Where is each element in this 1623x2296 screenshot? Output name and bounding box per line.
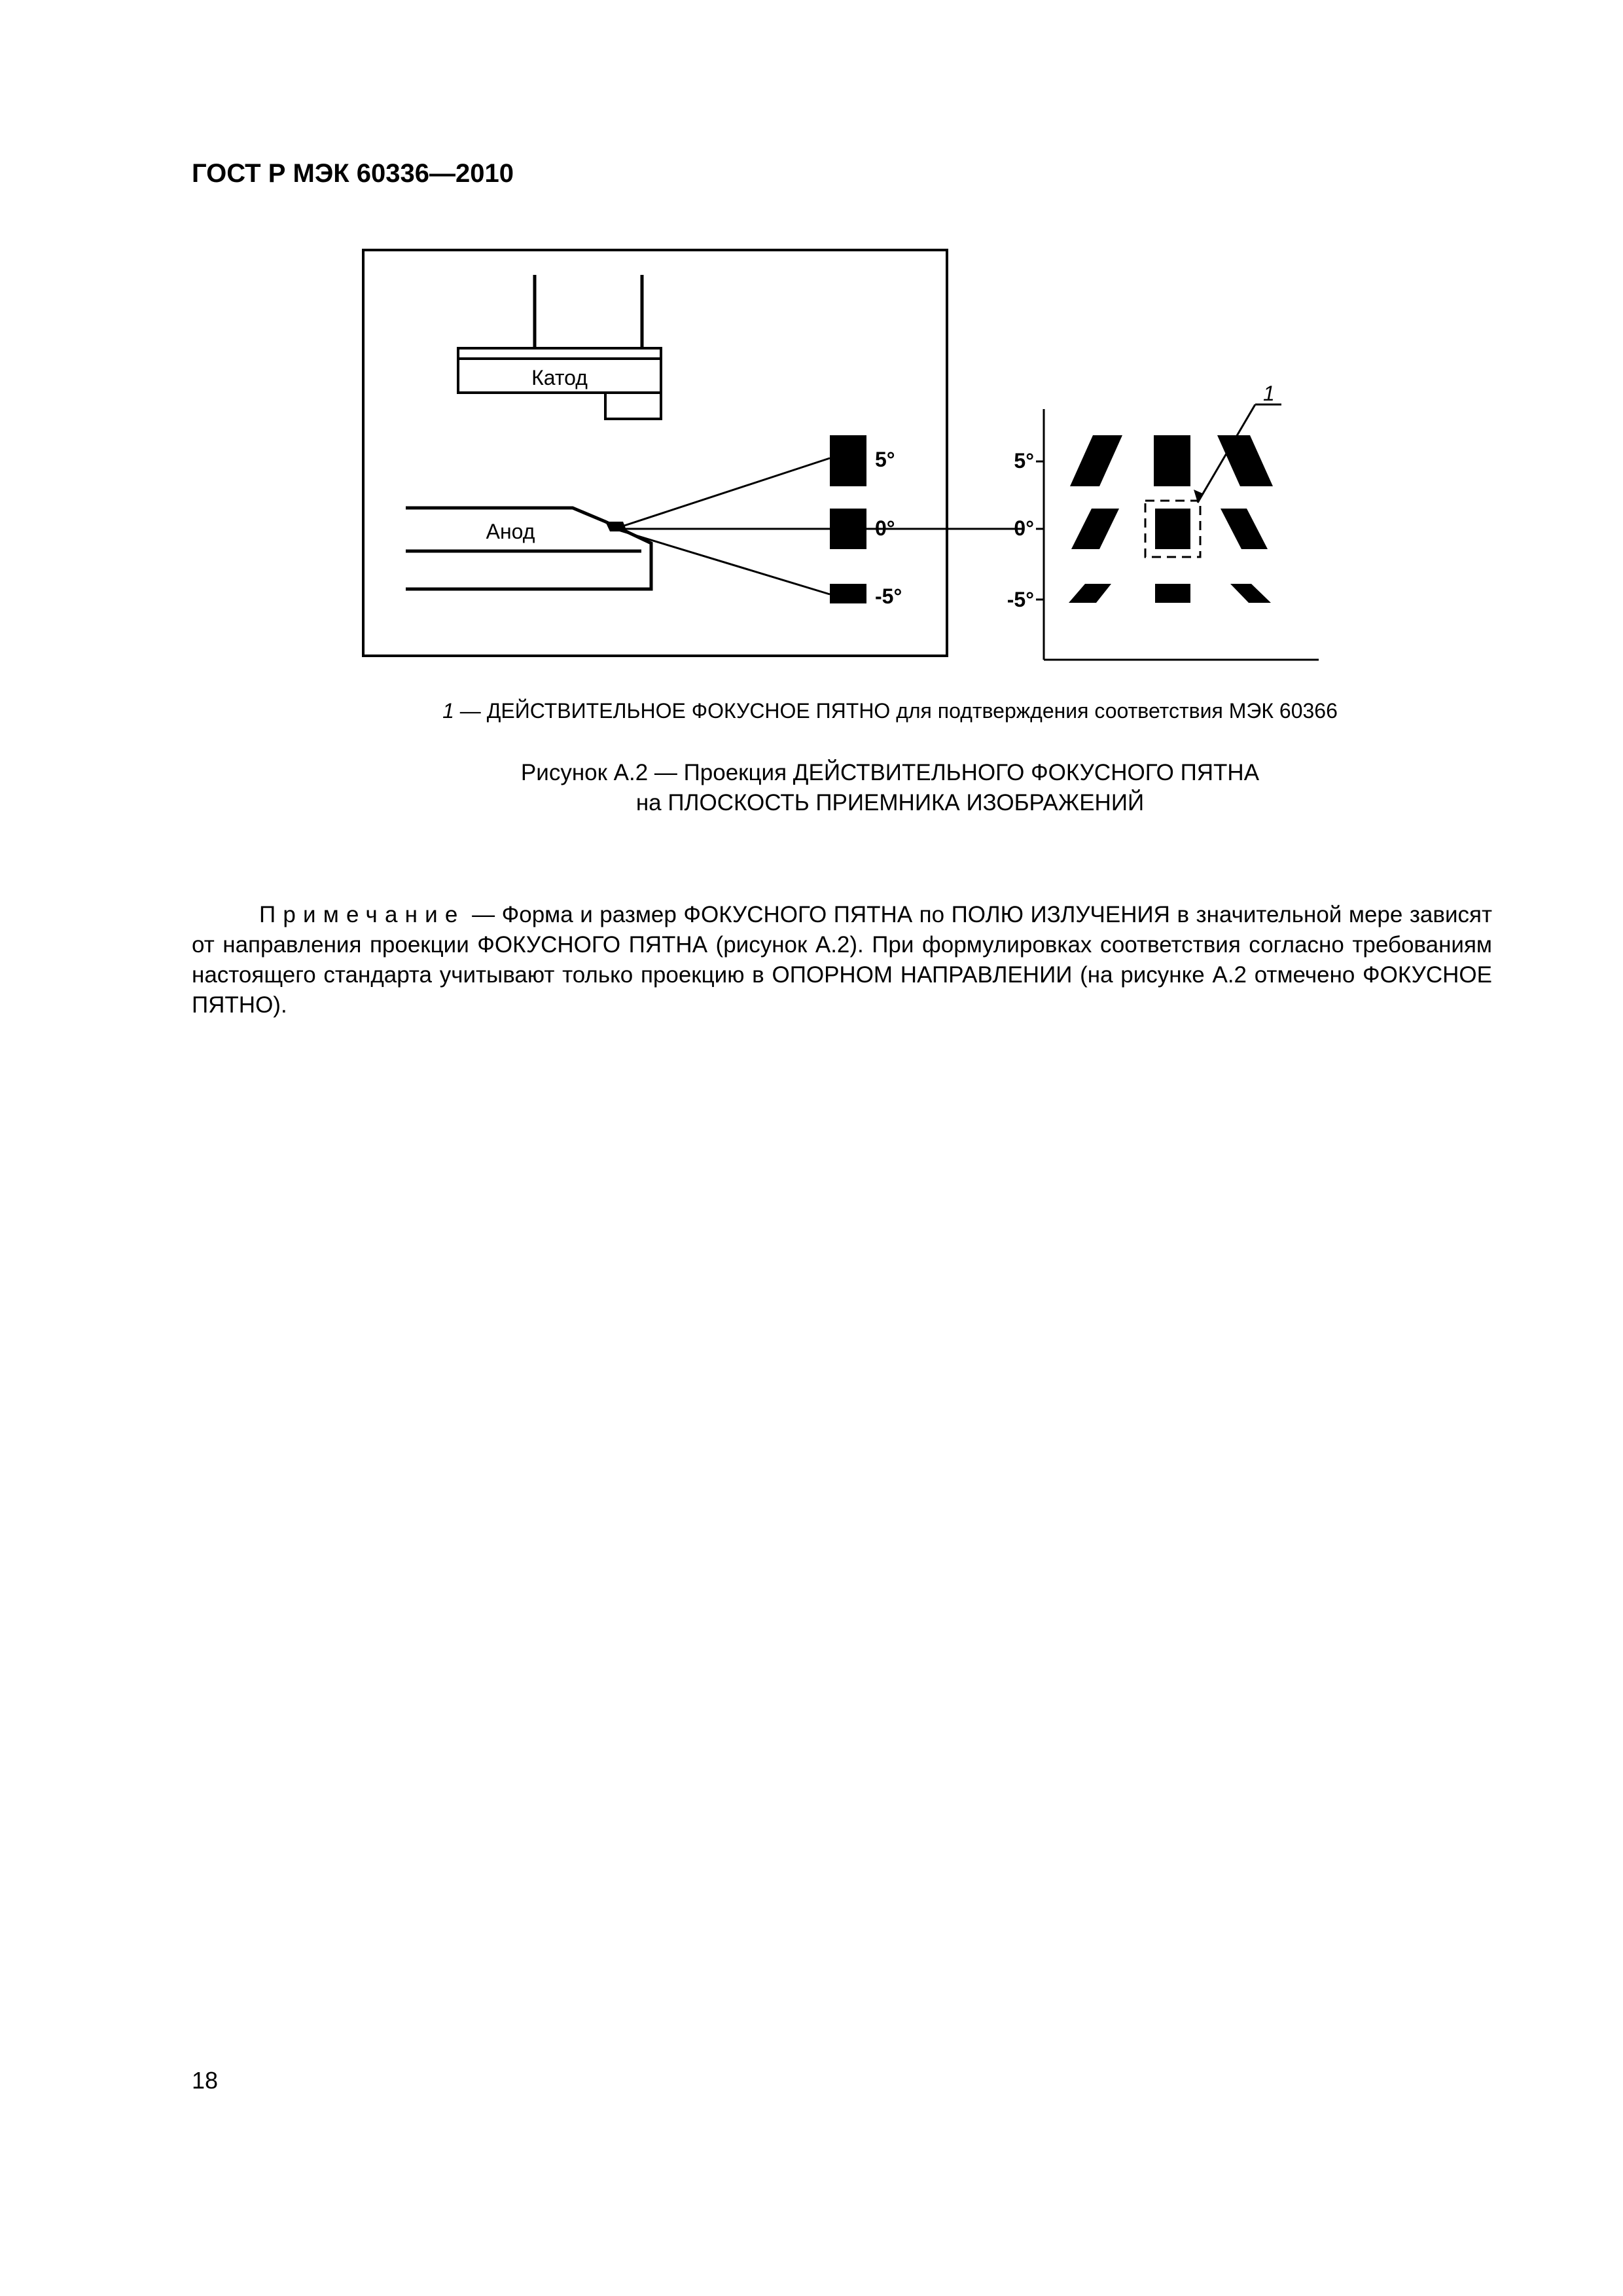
anode-label: Анод <box>486 520 535 543</box>
projection-5 <box>830 435 866 486</box>
caption-line-1: Рисунок А.2 — Проекция ДЕЙСТВИТЕЛЬНОГО ФОКУСНОГО ПЯТНА <box>520 760 1260 785</box>
focal-spot-diagram <box>353 236 1335 681</box>
axis-label-5: 5° <box>1014 449 1034 473</box>
axis-label-minus-5: -5° <box>1007 588 1034 611</box>
projection-0 <box>830 509 866 549</box>
figure-legend <box>0 699 1623 723</box>
angle-label-minus-5: -5° <box>875 584 902 608</box>
spot-5-left <box>1070 435 1122 486</box>
spot-0-center <box>1155 509 1190 549</box>
note-text: — Форма и размер ФОКУСНОГО ПЯТНА по ПОЛЮ ИЗЛУЧЕНИЯ в значительной мере зависят от направления проекции ФОКУСНОГО ПЯТНА (рисунок А.2). При формулировках соответствия согласно требованиям настоящего стандарта учитывают только проекцию в ОПОРНОМ НАПРАВЛЕНИИ (на рисунке А.2 отмечено ФОКУСНОЕ ПЯТНО). <box>192 902 1492 1018</box>
page-number: 18 <box>192 2067 219 2094</box>
spot-0-left <box>1071 509 1119 549</box>
caption-line-2: на ПЛОСКОСТЬ ПРИЕМНИКА ИЗОБРАЖЕНИЙ <box>635 790 1145 816</box>
spot-minus-5-center <box>1155 584 1190 603</box>
spot-5-right <box>1217 435 1273 486</box>
angle-label-5: 5° <box>875 448 895 471</box>
cathode-label: Катод <box>531 366 588 389</box>
angle-label-0: 0° <box>875 516 895 540</box>
note-lead: Примечание <box>259 902 465 927</box>
document-header: ГОСТ Р МЭК 60336—2010 <box>192 159 514 188</box>
spot-0-right <box>1221 509 1268 549</box>
figure-caption <box>0 758 1623 818</box>
ray-plus-5 <box>618 458 830 528</box>
spot-minus-5-left <box>1069 584 1111 603</box>
spot-minus-5-right <box>1230 584 1271 603</box>
figure-a2 <box>353 236 1335 681</box>
legend-number: 1 <box>442 699 454 723</box>
projection-minus-5 <box>830 584 866 603</box>
cathode-cup <box>605 393 661 419</box>
callout-number: 1 <box>1263 382 1275 405</box>
spot-5-center <box>1154 435 1190 486</box>
axis-label-0: 0° <box>1014 516 1034 540</box>
note-paragraph <box>192 900 1492 1020</box>
legend-text: — ДЕЙСТВИТЕЛЬНОЕ ФОКУСНОЕ ПЯТНО для подтверждения соответствия МЭК 60366 <box>454 699 1338 723</box>
